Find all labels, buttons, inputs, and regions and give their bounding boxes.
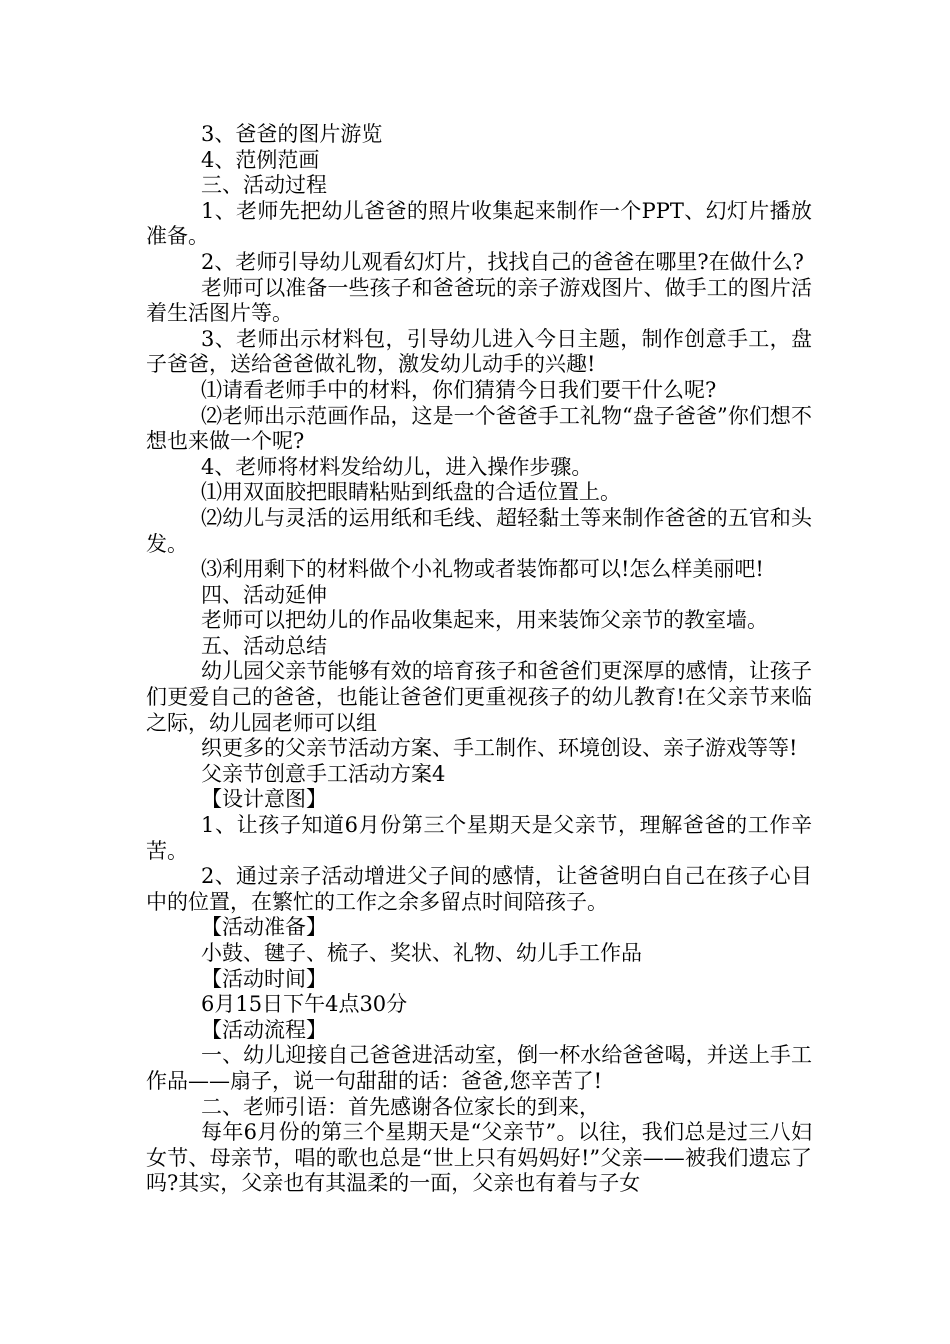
paragraph-1: 3、爸爸的图片游览	[201, 122, 383, 146]
heading-preparation: 【活动准备】	[201, 915, 327, 940]
paragraph-4: 1、老师先把幼儿爸爸的照片收集起来制作一个PPT、幻灯片播放准备。	[146, 198, 812, 249]
paragraph-24: 小鼓、毽子、梳子、奖状、礼物、幼儿手工作品	[201, 941, 642, 965]
heading-design-intent: 【设计意图】	[201, 787, 327, 812]
section-heading-summary: 五、活动总结	[201, 633, 327, 658]
paragraph-6: 老师可以准备一些孩子和爸爸玩的亲子游戏图片、做手工的图片活着生活图片等。	[146, 275, 812, 326]
paragraph-28: 一、幼儿迎接自己爸爸进活动室，倒一杯水给爸爸喝，并送上手工作品——扇子，说一句甜甜的话：爸爸,您辛苦了!	[146, 1043, 812, 1093]
paragraph-22: 2、通过亲子活动增进父子间的感情，让爸爸明白自己在孩子心目中的位置，在繁忙的工作之余多留点时间陪孩子。	[146, 864, 812, 914]
paragraph-15: 老师可以把幼儿的作品收集起来，用来装饰父亲节的教室墙。	[201, 608, 768, 633]
document-page	[146, 122, 812, 1197]
paragraph-9: ⑵老师出示范画作品，这是一个爸爸手工礼物“盘子爸爸”你们想不想也来做一个呢?	[146, 403, 812, 454]
paragraph-11: ⑴用双面胶把眼睛粘贴到纸盘的合适位置上。	[201, 480, 621, 505]
section-heading-process: 三、活动过程	[201, 173, 327, 198]
paragraph-17: 幼儿园父亲节能够有效的培育孩子和爸爸们更深厚的感情，让孩子们更爱自己的爸爸，也能让爸爸们更重视孩子的幼儿教育!在父亲节来临之际，幼儿园老师可以组	[146, 659, 812, 735]
paragraph-7: 3、老师出示材料包，引导幼儿进入今日主题，制作创意手工，盘子爸爸，送给爸爸做礼物，激发幼儿动手的兴趣!	[146, 326, 812, 377]
heading-activity-time: 【活动时间】	[201, 966, 327, 991]
paragraph-30: 每年6月份的第三个星期天是“父亲节”。以往，我们总是过三八妇女节、母亲节，唱的歌也总是“世上只有妈妈好!”父亲——被我们遗忘了吗?其实，父亲也有其温柔的一面，父亲也有着与子女	[146, 1120, 812, 1196]
plan-title: 父亲节创意手工活动方案4	[201, 761, 446, 786]
paragraph-29: 二、老师引语：首先感谢各位家长的到来，	[201, 1094, 600, 1119]
paragraph-12: ⑵幼儿与灵活的运用纸和毛线、超轻黏土等来制作爸爸的五官和头发。	[146, 505, 812, 556]
section-heading-extension: 四、活动延伸	[201, 582, 327, 607]
paragraph-18: 织更多的父亲节活动方案、手工制作、环境创设、亲子游戏等等!	[201, 736, 798, 761]
paragraph-5: 2、老师引导幼儿观看幻灯片，找找自己的爸爸在哪里?在做什么?	[201, 249, 804, 274]
paragraph-10: 4、老师将材料发给幼儿，进入操作步骤。	[201, 454, 593, 479]
paragraph-2: 4、范例范画	[201, 147, 320, 172]
paragraph-21: 1、让孩子知道6月份第三个星期天是父亲节，理解爸爸的工作辛苦。	[146, 813, 812, 863]
paragraph-26: 6月15日下午4点30分	[201, 992, 408, 1017]
paragraph-13: ⑶利用剩下的材料做个小礼物或者装饰都可以!怎么样美丽吧!	[201, 557, 764, 582]
paragraph-8: ⑴请看老师手中的材料，你们猜猜今日我们要干什么呢?	[201, 377, 717, 402]
heading-activity-flow: 【活动流程】	[201, 1017, 327, 1042]
